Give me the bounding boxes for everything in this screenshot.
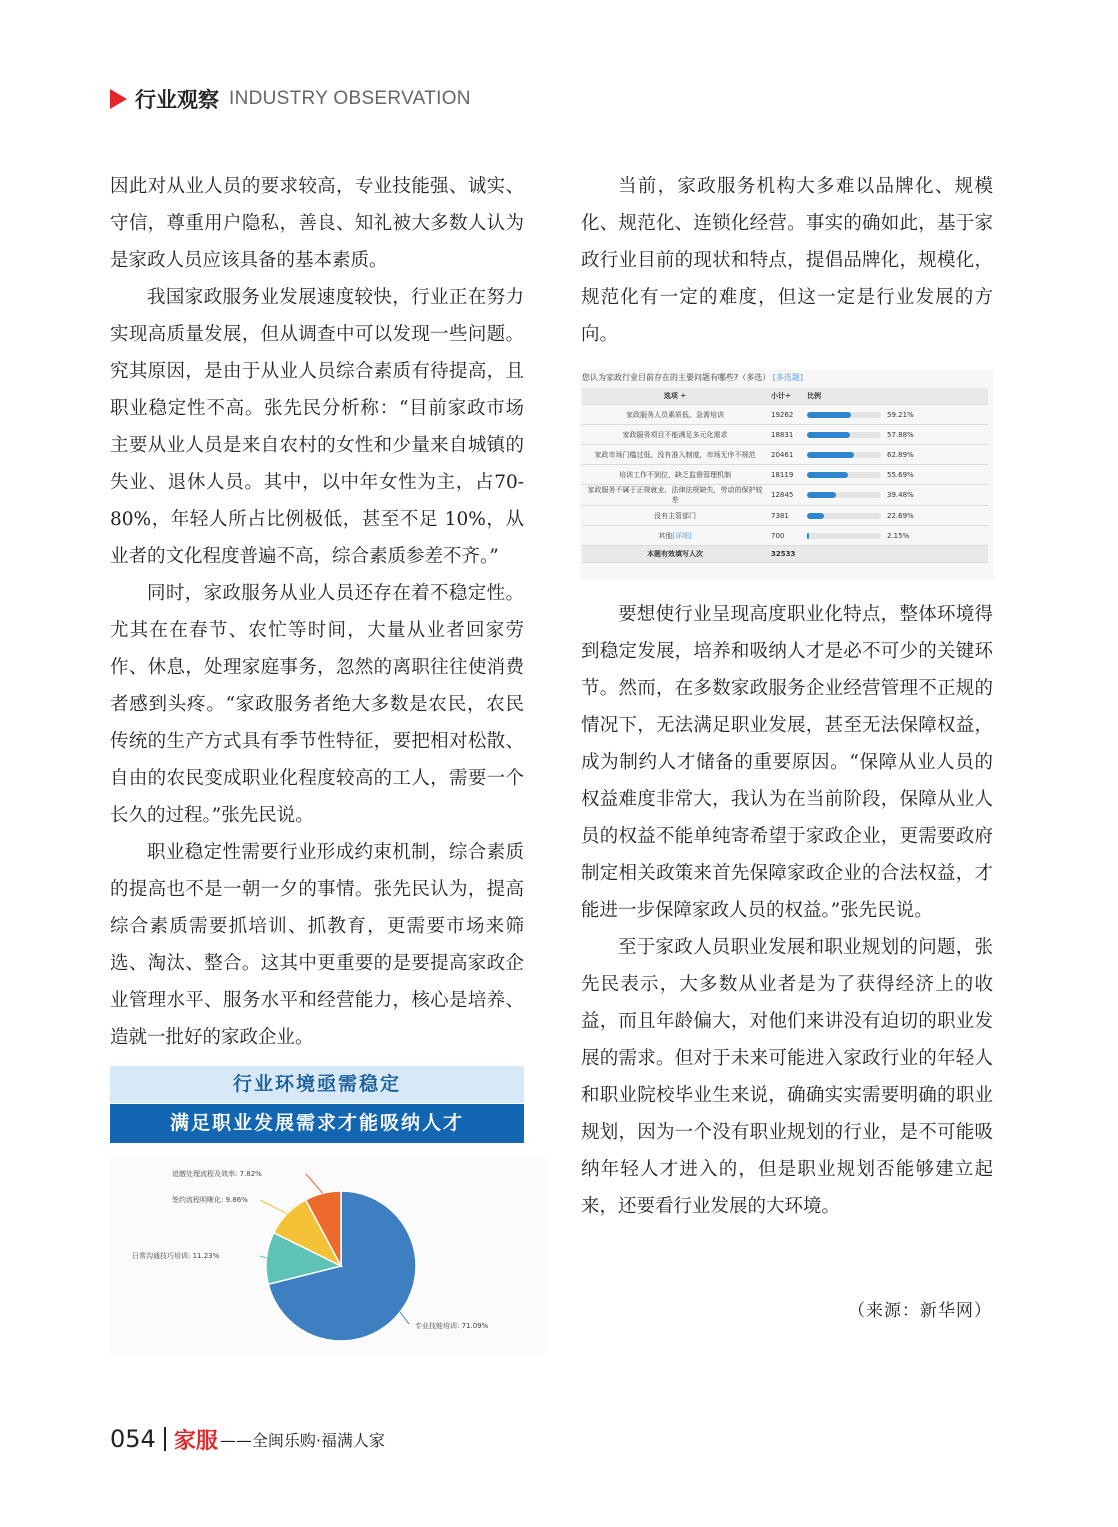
ratio-bar-fill [807, 533, 809, 539]
ratio-text: 22.69% [887, 511, 914, 520]
ratio-text: 57.88% [887, 430, 914, 439]
survey-table [582, 388, 988, 563]
paragraph: 我国家政服务业发展速度较快，行业正在努力实现高质量发展，但从调查中可以发现一些问题。究其原因，是由于从业人员综合素质有待提高，且职业稳定性不高。张先民分析称：“目前家政市场主要从业人员是来自农村的女性和少量来自城镇的失业、退休人员。其中，以中年女性为主，占70-80%，年轻人所占比例极低，甚至不足 10%，从业者的文化程度普遍不高，综合素质参差不齐。” [110, 287, 524, 567]
ratio-bar-fill [807, 412, 851, 418]
ratio-bar [807, 412, 881, 418]
survey-question [582, 372, 803, 383]
ratio-bar [807, 492, 881, 498]
count-cell: 12845 [768, 485, 804, 506]
footer-divider [164, 1427, 166, 1451]
option-text: 家政服务不属于正规就业，法律法规缺失，劳动的保护较差 [587, 486, 763, 504]
pie-slice-label: 日常沟通技巧培训: 11.23% [132, 1252, 220, 1260]
ratio-text: 39.48% [887, 491, 914, 499]
option-text: 家政服务项目不能满足多元化需求 [622, 430, 728, 439]
table-row [582, 465, 988, 485]
option-cell [582, 465, 768, 485]
ratio-bar-fill [807, 452, 854, 458]
right-column [581, 168, 993, 353]
right-column-lower [581, 596, 993, 1225]
page-number: 054 [110, 1425, 156, 1453]
table-total-row [582, 546, 988, 563]
option-cell [582, 445, 768, 465]
ratio-cell [804, 405, 988, 425]
section-header [110, 84, 471, 114]
ratio-text: 59.21% [887, 410, 914, 419]
pie-slice-label: 专业技能培训: 71.09% [415, 1322, 489, 1330]
count-cell: 19262 [768, 405, 804, 425]
option-cell [582, 405, 768, 425]
count-cell: 18831 [768, 425, 804, 445]
ratio-bar [807, 472, 881, 478]
pie-slice-label: 追缴处理流程及效率: 7.82% [172, 1170, 262, 1178]
section-title-zh: 行业观察 [135, 88, 219, 112]
count-cell: 20461 [768, 445, 804, 465]
ratio-cell [804, 465, 988, 485]
table-row [582, 405, 988, 425]
option-cell [582, 506, 768, 526]
ratio-bar-fill [807, 472, 848, 478]
pie-leader-line [400, 1312, 409, 1324]
total-count: 32533 [768, 546, 804, 563]
pie-chart-svg [110, 1156, 545, 1355]
brand-tagline: ——全闽乐购·福满人家 [219, 1430, 385, 1450]
section-title-en: INDUSTRY OBSERVATION [229, 88, 471, 109]
footer [110, 1422, 385, 1456]
paragraph: 同时，家政服务从业人员还存在着不稳定性。尤其在在春节、农忙等时间，大量从业者回家劳作、休息，处理家庭事务，忽然的离职往往使消费者感到头疼。“家政服务者绝大多数是农民，农民传统的生产方式具有季节性特征，要把相对松散、自由的农民变成职业化程度较高的工人，需要一个长久的过程。”张先民说。 [110, 583, 524, 826]
count-cell: 7381 [768, 506, 804, 526]
ratio-bar-fill [807, 492, 836, 498]
table-row [582, 485, 988, 506]
subheading-line2: 满足职业发展需求才能吸纳人才 [110, 1104, 524, 1143]
table-row [582, 526, 988, 546]
pie-chart [110, 1156, 545, 1355]
table-row [582, 425, 988, 445]
triangle-icon [110, 89, 127, 109]
count-cell: 18119 [768, 465, 804, 485]
survey-question-text: 您认为家政行业目前存在的主要问题有哪些?（多选） [582, 373, 771, 382]
pie-leader-line [260, 1200, 287, 1214]
ratio-bar [807, 452, 881, 458]
option-cell [582, 526, 768, 546]
option-text: 家政服务人员素质低、急需培训 [626, 410, 724, 419]
total-blank [804, 546, 988, 563]
table-row [582, 445, 988, 465]
option-text: 没有主管部门 [654, 511, 696, 520]
header-ratio: 比例 [804, 388, 988, 405]
survey-table-image [580, 370, 994, 580]
paragraph: 至于家政人员职业发展和职业规划的问题，张先民表示，大多数从业者是为了获得经济上的收益，而且年龄偏大，对他们来讲没有迫切的职业发展的需求。但对于未来可能进入家政行业的年轻人和职业院校毕业生来说，确确实实需要明确的职业规划，因为一个没有职业规划的行业，是不可能吸纳年轻人才进入的，但是职业规划否能够建立起来，还要看行业发展的大环境。 [581, 937, 993, 1217]
paragraph: 因此对从业人员的要求较高，专业技能强、诚实、守信，尊重用户隐私，善良、知礼被大多数人认为是家政人员应该具备的基本素质。 [110, 176, 524, 271]
ratio-cell [804, 526, 988, 546]
paragraph: 当前，家政服务机构大多难以品牌化、规模化、规范化、连锁化经营。事实的确如此，基于家政行业目前的现状和特点，提倡品牌化，规模化，规范化有一定的难度，但这一定是行业发展的方向。 [581, 176, 993, 345]
paragraph: 职业稳定性需要行业形成约束机制，综合素质的提高也不是一朝一夕的事情。张先民认为，提高综合素质需要抓培训、抓教育，更需要市场来筛选、淘汰、整合。这其中更重要的是要提高家政企业管理水平、服务水平和经营能力，核心是培养、造就一批好的家政企业。 [110, 842, 524, 1048]
ratio-cell [804, 506, 988, 526]
option-text: 家政市场门槛过低，没有准入制度，市场无序不规范 [594, 450, 756, 459]
ratio-bar [807, 533, 881, 539]
source-credit: （来源：新华网） [848, 1301, 992, 1321]
pie-leader-line [306, 1174, 323, 1193]
table-row [582, 506, 988, 526]
ratio-cell [804, 485, 988, 506]
ratio-text: 55.69% [887, 470, 914, 479]
header-option: 选项 ÷ [582, 388, 768, 405]
total-label: 本题有效填写人次 [582, 546, 768, 563]
ratio-bar [807, 513, 881, 519]
ratio-bar-fill [807, 432, 850, 438]
left-column [110, 168, 524, 1056]
ratio-cell [804, 445, 988, 465]
survey-question-tag: [多选题] [772, 373, 804, 382]
option-cell [582, 425, 768, 445]
pie-leader-line [260, 1256, 266, 1258]
option-text: 其他 [658, 531, 673, 540]
brand-name: 家服 [173, 1428, 218, 1454]
count-cell: 700 [768, 526, 804, 546]
table-header-row [582, 388, 988, 405]
option-text: 培训工作不到位，缺乏监督管理机制 [619, 470, 731, 479]
ratio-bar [807, 432, 881, 438]
subheading-line1: 行业环境亟需稳定 [110, 1066, 524, 1103]
header-count: 小计÷ [768, 388, 804, 405]
ratio-text: 62.89% [887, 450, 914, 459]
detail-link[interactable]: [详细] [672, 531, 692, 540]
pie-slice-label: 签约流程明晰化: 9.86% [172, 1196, 248, 1204]
option-cell [582, 485, 768, 506]
paragraph: 要想使行业呈现高度职业化特点，整体环境得到稳定发展，培养和吸纳人才是必不可少的关键环节。然而，在多数家政服务企业经营管理不正规的情况下，无法满足职业发展，甚至无法保障权益，成为制约人才储备的重要原因。“保障从业人员的权益难度非常大，我认为在当前阶段，保障从业人员的权益不能单纯寄希望于家政企业，更需要政府制定相关政策来首先保障家政企业的合法权益，才能进一步保障家政人员的权益。”张先民说。 [581, 604, 993, 921]
ratio-text: 2.15% [887, 531, 910, 540]
ratio-bar-fill [807, 513, 824, 519]
ratio-cell [804, 425, 988, 445]
